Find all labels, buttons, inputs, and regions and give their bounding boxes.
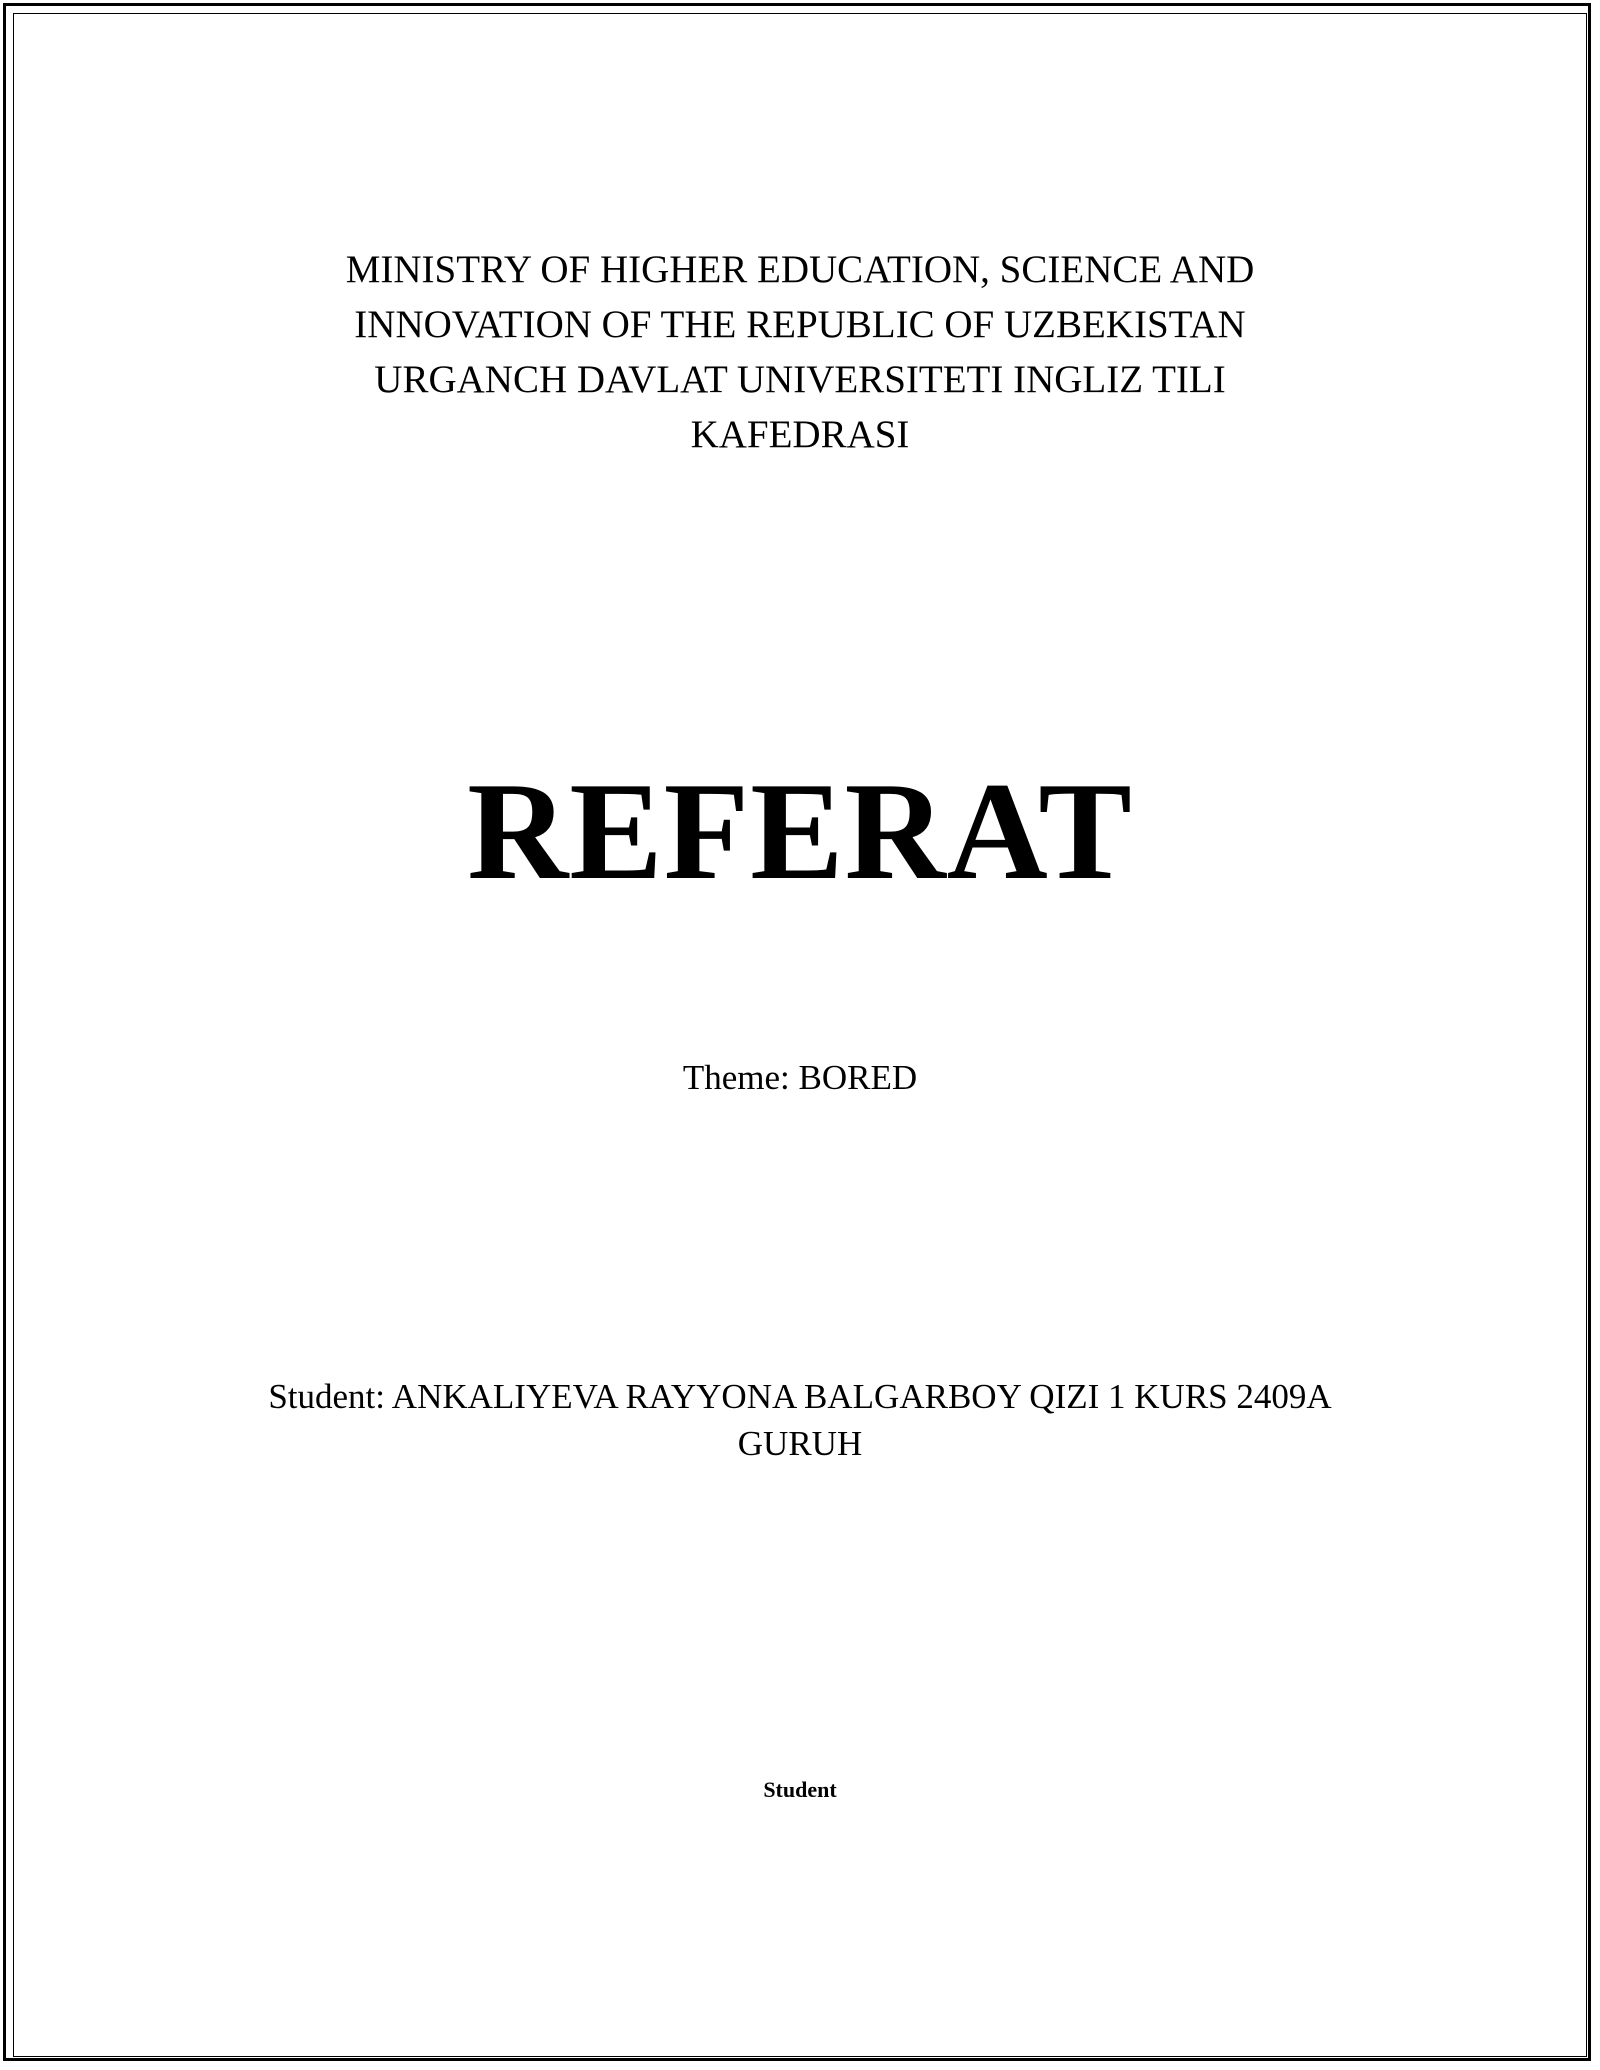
student-info-line: Student: ANKALIYEVA RAYYONA BALGARBOY QIZI 1 KURS 2409A <box>268 1377 1332 1416</box>
heading-line: URGANCH DAVLAT UNIVERSITETI INGLIZ TILI <box>374 358 1226 401</box>
student-label: Student <box>763 1777 837 1802</box>
document-theme: Theme: BORED <box>682 1058 918 1097</box>
student-info-line: GURUH <box>737 1424 863 1463</box>
document-title: REFERAT <box>467 754 1133 909</box>
institution-heading <box>0 242 1600 462</box>
heading-line: KAFEDRASI <box>690 413 910 456</box>
heading-line: INNOVATION OF THE REPUBLIC OF UZBEKISTAN <box>354 303 1246 346</box>
student-info <box>0 1373 1600 1467</box>
heading-line: MINISTRY OF HIGHER EDUCATION, SCIENCE AND <box>345 248 1255 291</box>
